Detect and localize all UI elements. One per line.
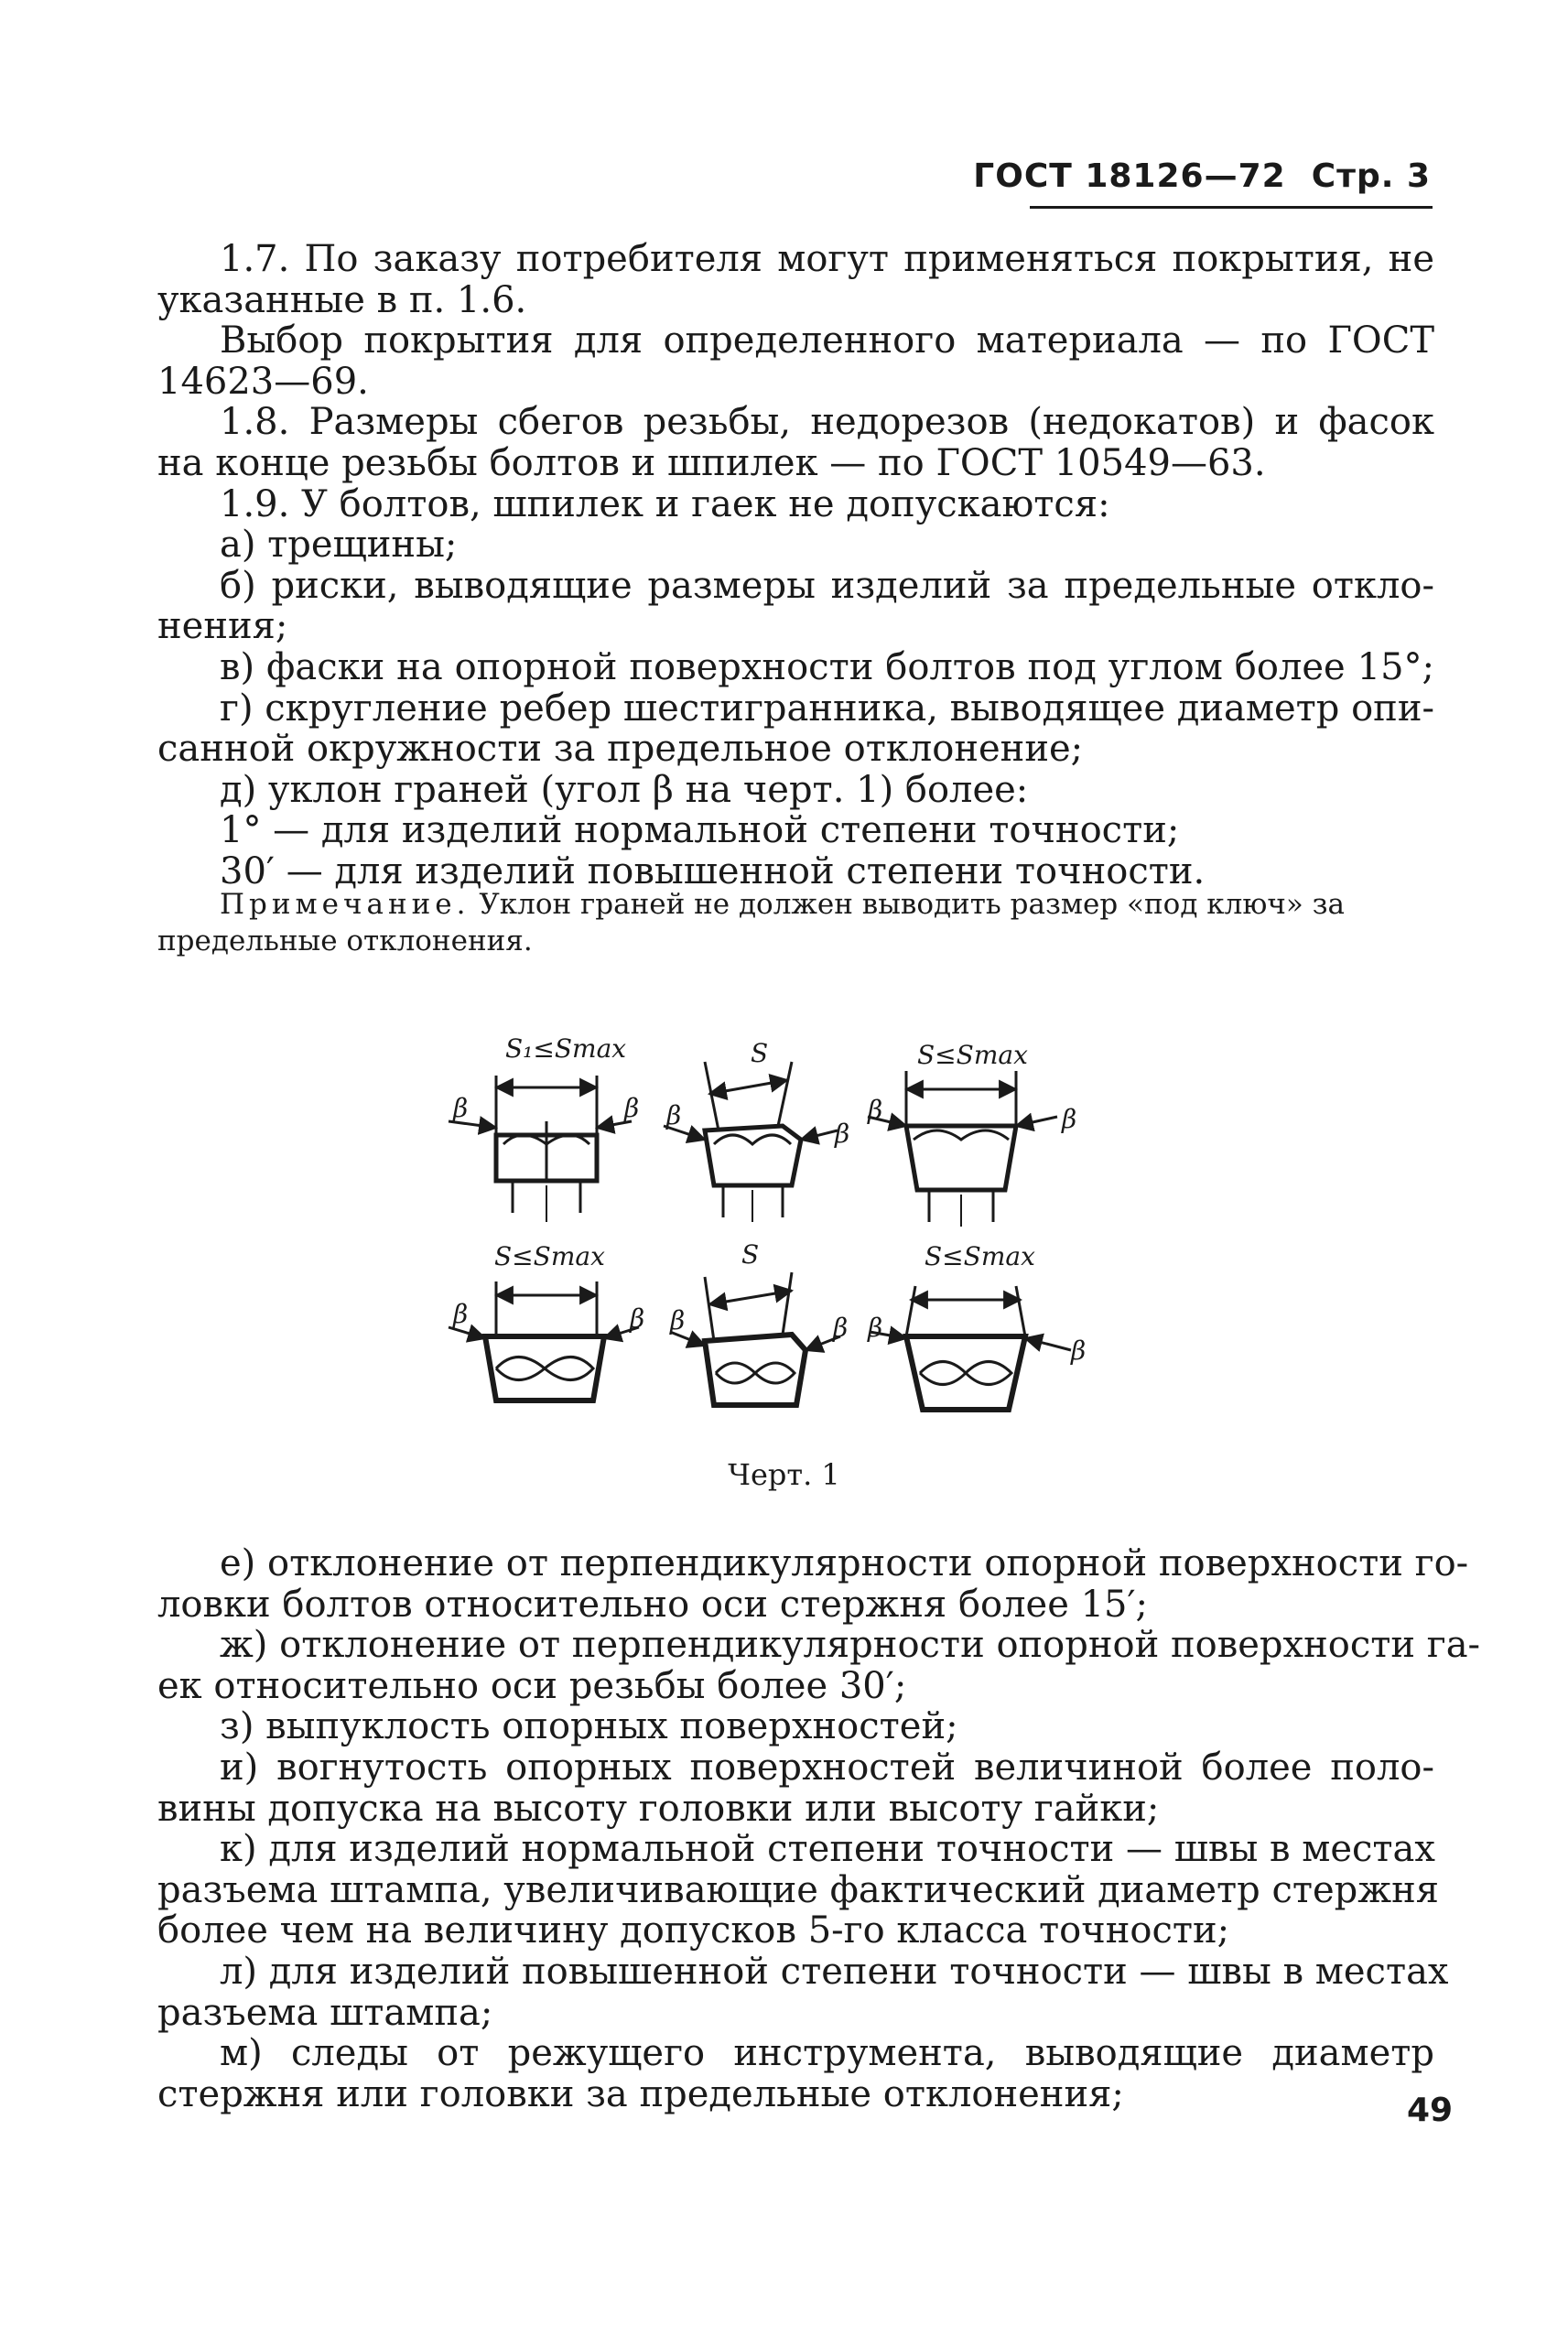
drawing-figure-1	[430, 1025, 1162, 1455]
text-line: указанные в п. 1.6.	[157, 278, 527, 321]
nut-sketch-3	[870, 1286, 1071, 1410]
label-beta: β	[1071, 1336, 1087, 1366]
nut-sketch-1	[449, 1281, 639, 1400]
text-line: з) выпуклость опорных поверхностей;	[220, 1705, 958, 1748]
label-s1-smax: S₁≤Smax	[505, 1033, 627, 1064]
text-line: 1.7. По заказу потребителя могут применяться покрытия, не	[220, 238, 1434, 280]
note-label: Примечание.	[220, 888, 470, 921]
text-line: 1.9. У болтов, шпилек и гаек не допускаются:	[220, 482, 1110, 525]
bolt-head-sketch-1	[449, 1076, 632, 1222]
label-s-smax-1: S≤Smax	[917, 1040, 1028, 1070]
text-line: е) отклонение от перпендикулярности опорной поверхности го-	[220, 1542, 1469, 1584]
page-label: Стр. 3	[1311, 157, 1431, 195]
bolt-head-sketch-2	[664, 1062, 838, 1222]
text-line: д) уклон граней (угол β на черт. 1) более:	[220, 768, 1029, 811]
header-rule	[1030, 206, 1433, 209]
label-beta: β	[1062, 1104, 1077, 1134]
label-beta: β	[868, 1313, 883, 1343]
text-line: вины допуска на высоту головки или высоту гайки;	[157, 1787, 1160, 1830]
text-line: в) фаски на опорной поверхности болтов под углом более 15°;	[220, 646, 1434, 688]
label-beta: β	[666, 1100, 682, 1130]
text-line: г) скругление ребер шестигранника, выводящее диаметр опи-	[220, 687, 1434, 730]
text-line: а) трещины;	[220, 524, 458, 567]
label-s-1: S	[751, 1038, 769, 1068]
page-number: 49	[1407, 2092, 1454, 2129]
text-line: 1° — для изделий нормальной степени точности;	[220, 809, 1180, 852]
text-line: санной окружности за предельное отклонение;	[157, 728, 1084, 771]
text-line: 30′ — для изделий повышенной степени точности.	[220, 850, 1206, 892]
text-line: разъема штампа, увеличивающие фактический диаметр стержня	[157, 1868, 1439, 1911]
note-line-2: предельные отклонения.	[157, 925, 533, 957]
nut-sketch-2	[670, 1272, 840, 1405]
text-line: к) для изделий нормальной степени точности — швы в местах	[220, 1828, 1435, 1871]
text-line: нения;	[157, 605, 288, 648]
text-line: более чем на величину допусков 5-го класса точности;	[157, 1909, 1230, 1952]
label-beta: β	[868, 1095, 883, 1125]
text-line: ж) отклонение от перпендикулярности опорной поверхности га-	[220, 1624, 1481, 1667]
text-line: ек относительно оси резьбы более 30′;	[157, 1664, 907, 1707]
text-line: стержня или головки за предельные отклонения;	[157, 2072, 1124, 2115]
label-beta: β	[835, 1119, 850, 1149]
text-line: разъема штампа;	[157, 1991, 493, 2034]
label-s-smax-3: S≤Smax	[925, 1241, 1035, 1271]
label-s-smax-2: S≤Smax	[494, 1241, 605, 1271]
text-line: 1.8. Размеры сбегов резьбы, недорезов (недокатов) и фасок	[220, 401, 1434, 444]
label-beta: β	[453, 1093, 469, 1123]
standard-number: ГОСТ 18126—72	[973, 157, 1286, 195]
note-line-1	[220, 886, 1434, 923]
text-line: л) для изделий повышенной степени точности — швы в местах	[220, 1951, 1449, 1993]
text-line: м) следы от режущего инструмента, выводящие диаметр	[220, 2032, 1434, 2075]
page-header	[973, 157, 1431, 195]
text-line: б) риски, выводящие размеры изделий за предельные откло-	[220, 564, 1434, 607]
bolt-head-sketch-3	[868, 1071, 1057, 1227]
label-beta: β	[833, 1313, 849, 1343]
text-line: 14623—69.	[157, 360, 369, 403]
label-beta: β	[453, 1299, 469, 1329]
label-beta: β	[670, 1305, 686, 1336]
text-line: Выбор покрытия для определенного материала — по ГОСТ	[220, 319, 1434, 362]
label-beta: β	[630, 1303, 645, 1334]
figure-caption: Черт. 1	[728, 1457, 840, 1492]
text-line: ловки болтов относительно оси стержня более 15′;	[157, 1583, 1149, 1626]
text-line: на конце резьбы болтов и шпилек — по ГОСТ 10549—63.	[157, 442, 1266, 484]
note-text-1: Уклон граней не должен выводить размер «под ключ» за	[479, 888, 1346, 921]
label-beta: β	[624, 1093, 640, 1123]
label-s-2: S	[741, 1239, 760, 1270]
text-line: и) вогнутость опорных поверхностей величиной более поло-	[220, 1746, 1434, 1789]
